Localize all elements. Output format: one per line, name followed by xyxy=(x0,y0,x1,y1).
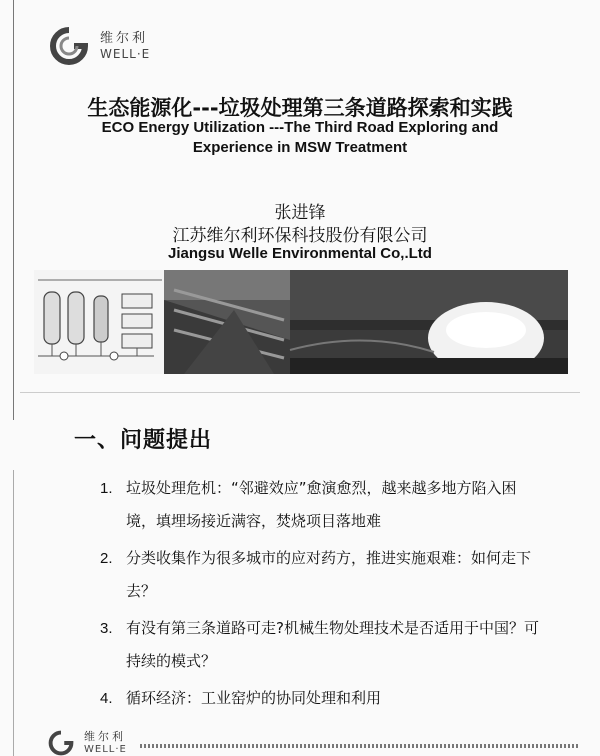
logo-text-en: WELL·E xyxy=(100,47,151,61)
list-item-number: 1. xyxy=(100,480,113,497)
list-item-number: 4. xyxy=(100,690,113,707)
digester-photo xyxy=(290,270,568,374)
slide-divider xyxy=(20,392,580,393)
section-title: 一、问题提出 xyxy=(74,428,213,453)
title-chinese: 生态能源化---垃圾处理第三条道路探索和实践 xyxy=(87,96,513,120)
list-item-text: 垃圾处理危机：“邻避效应”愈演愈烈，越来越多地方陷入困境，填埋场接近满容，焚烧项目落地难 xyxy=(126,479,517,530)
left-margin-line-lower xyxy=(13,470,14,756)
list-item xyxy=(100,472,540,538)
footer-logo-text-en: WELL·E xyxy=(84,744,127,755)
company-name-en: Jiangsu Welle Environmental Co,.Ltd xyxy=(168,245,432,262)
list-item-number: 2. xyxy=(100,550,113,567)
company-name-cn: 江苏维尔利环保科技股份有限公司 xyxy=(172,226,428,246)
process-diagram xyxy=(34,270,164,374)
title-english-line1: ECO Energy Utilization ---The Third Road Exploring and xyxy=(101,119,499,136)
company-logo xyxy=(44,26,150,66)
list-item-text: 分类收集作为很多城市的应对药方，推进实施艰难：如何走下去？ xyxy=(126,549,532,600)
header-image-strip xyxy=(34,270,568,374)
issue-list xyxy=(100,472,540,719)
list-item xyxy=(100,542,540,608)
logo-mark-icon xyxy=(44,26,94,66)
list-item xyxy=(100,682,540,715)
list-item-text: 循环经济：工业窑炉的协同处理和利用 xyxy=(126,689,382,707)
list-item-number: 3. xyxy=(100,620,113,637)
list-item-text: 有没有第三条道路可走?机械生物处理技术是否适用于中国？可持续的模式？ xyxy=(126,619,539,670)
footer-dotted-line xyxy=(140,744,580,748)
footer-logo-mark-icon xyxy=(44,730,78,756)
plant-photo xyxy=(164,270,290,374)
footer-logo-text-cn: 维尔利 xyxy=(84,730,126,743)
logo-text-cn: 维尔利 xyxy=(100,31,149,46)
list-item xyxy=(100,612,540,678)
title-english-line2: Experience in MSW Treatment xyxy=(192,139,408,156)
footer-logo xyxy=(44,730,127,756)
author-name: 张进锋 xyxy=(274,203,326,223)
